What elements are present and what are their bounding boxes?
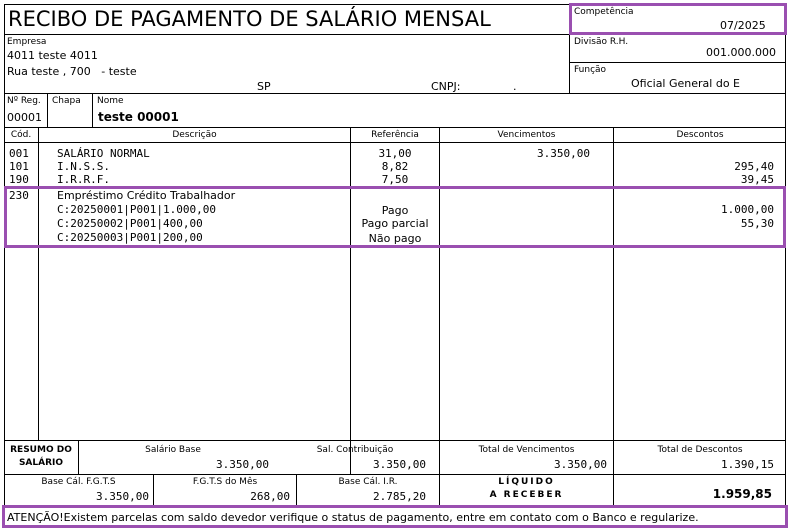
- notice-text: ATENÇÃO!Existem parcelas com saldo devedor verifique o status de pagamento, entre em contato com o Banco e regularize.: [7, 511, 699, 524]
- base-fgts-label: Base Cál. F.G.T.S: [41, 477, 116, 487]
- empresa-name: 4011 teste 4011: [7, 49, 98, 62]
- header-hline-2: [569, 62, 786, 63]
- summary-bottom-line: [4, 505, 786, 506]
- loan-item-descont: 1.000,00: [721, 203, 774, 216]
- col-descricao: Descrição: [172, 130, 217, 140]
- row-descont: 295,40: [734, 160, 774, 173]
- funcao-value: Oficial General do E: [631, 77, 740, 90]
- liquido-value: 1.959,85: [712, 487, 772, 501]
- loan-item-desc: C:20250003|P001|200,00: [57, 231, 203, 244]
- salario-base-label: Salário Base: [145, 445, 201, 455]
- loan-item-desc: C:20250002|P001|400,00: [57, 217, 203, 230]
- divisao-value: 001.000.000: [706, 46, 776, 59]
- loan-title: Empréstimo Crédito Trabalhador: [57, 189, 236, 202]
- sal-contrib-label: Sal. Contribuição: [316, 445, 394, 455]
- summary-mid-line: [4, 474, 786, 475]
- header-vdivider: [569, 4, 570, 93]
- liquido-label-2: A RECEBER: [489, 490, 564, 500]
- row-ref: 31,00: [378, 147, 412, 160]
- table-header-bottom: [4, 142, 786, 143]
- loan-item-ref: Pago parcial: [361, 217, 429, 230]
- row-desc: I.R.R.F.: [57, 173, 110, 186]
- fgts-mes-value: 268,00: [250, 490, 290, 503]
- row-desc: SALÁRIO NORMAL: [57, 147, 150, 160]
- divisao-label: Divisão R.H.: [574, 37, 629, 47]
- total-desc-value: 1.390,15: [721, 458, 774, 471]
- row-ref: 8,82: [381, 160, 409, 173]
- total-venc-label: Total de Vencimentos: [478, 445, 575, 455]
- nome-label: Nome: [97, 96, 124, 106]
- summary-top-line: [4, 440, 786, 441]
- emp-vline-2: [92, 93, 93, 127]
- loan-cod: 230: [9, 189, 29, 202]
- row-desc: I.N.S.S.: [57, 160, 110, 173]
- col-descontos: Descontos: [676, 130, 724, 140]
- row-ref: 7,50: [381, 173, 409, 186]
- resumo-label-2: SALÁRIO: [18, 458, 64, 468]
- reg-label: Nº Reg.: [7, 96, 41, 106]
- empresa-label: Empresa: [7, 37, 47, 47]
- empresa-state: SP: [257, 80, 271, 93]
- fgts-mes-label: F.G.T.S do Mês: [192, 477, 258, 487]
- competencia-label: Competência: [574, 7, 634, 17]
- loan-item-descont: 55,30: [740, 217, 774, 230]
- cnpj-label: CNPJ:: [431, 80, 461, 93]
- loan-item-ref: Não pago: [368, 232, 422, 245]
- funcao-label: Função: [574, 65, 607, 75]
- col-cod: Cód.: [10, 130, 32, 140]
- nome-value: teste 00001: [98, 110, 179, 124]
- sal-contrib-value: 3.350,00: [373, 458, 426, 471]
- row-descont: 39,45: [740, 173, 774, 186]
- row-venc: 3.350,00: [537, 147, 590, 160]
- emp-bottom-line: [4, 127, 786, 128]
- total-venc-value: 3.350,00: [554, 458, 607, 471]
- salario-base-value: 3.350,00: [216, 458, 269, 471]
- col-referencia: Referência: [371, 130, 419, 140]
- competencia-value: 07/2025: [720, 19, 766, 32]
- cnpj-value: .: [513, 80, 517, 93]
- header-bottom-line: [4, 93, 786, 94]
- empresa-address: Rua teste , 700 - teste: [7, 65, 137, 78]
- row-cod: 001: [9, 147, 29, 160]
- total-desc-label: Total de Descontos: [657, 445, 743, 455]
- row-cod: 190: [9, 173, 29, 186]
- col-line-1: [38, 127, 39, 440]
- row-cod: 101: [9, 160, 29, 173]
- base-ir-value: 2.785,20: [373, 490, 426, 503]
- chapa-label: Chapa: [52, 96, 81, 106]
- page-title: RECIBO DE PAGAMENTO DE SALÁRIO MENSAL: [8, 7, 491, 31]
- loan-item-desc: C:20250001|P001|1.000,00: [57, 203, 216, 216]
- header-hline-3: [4, 34, 569, 35]
- col-line-3: [439, 127, 440, 474]
- emp-vline-1: [47, 93, 48, 127]
- liquido-label-1: LÍQUIDO: [498, 477, 555, 487]
- header-hline-1: [569, 34, 786, 35]
- base-ir-label: Base Cál. I.R.: [338, 477, 398, 487]
- col-vencimentos: Vencimentos: [497, 130, 556, 140]
- resumo-label-1: RESUMO DO: [10, 445, 72, 455]
- reg-value: 00001: [7, 111, 42, 124]
- base-fgts-value: 3.350,00: [96, 490, 149, 503]
- loan-item-ref: Pago: [381, 204, 409, 217]
